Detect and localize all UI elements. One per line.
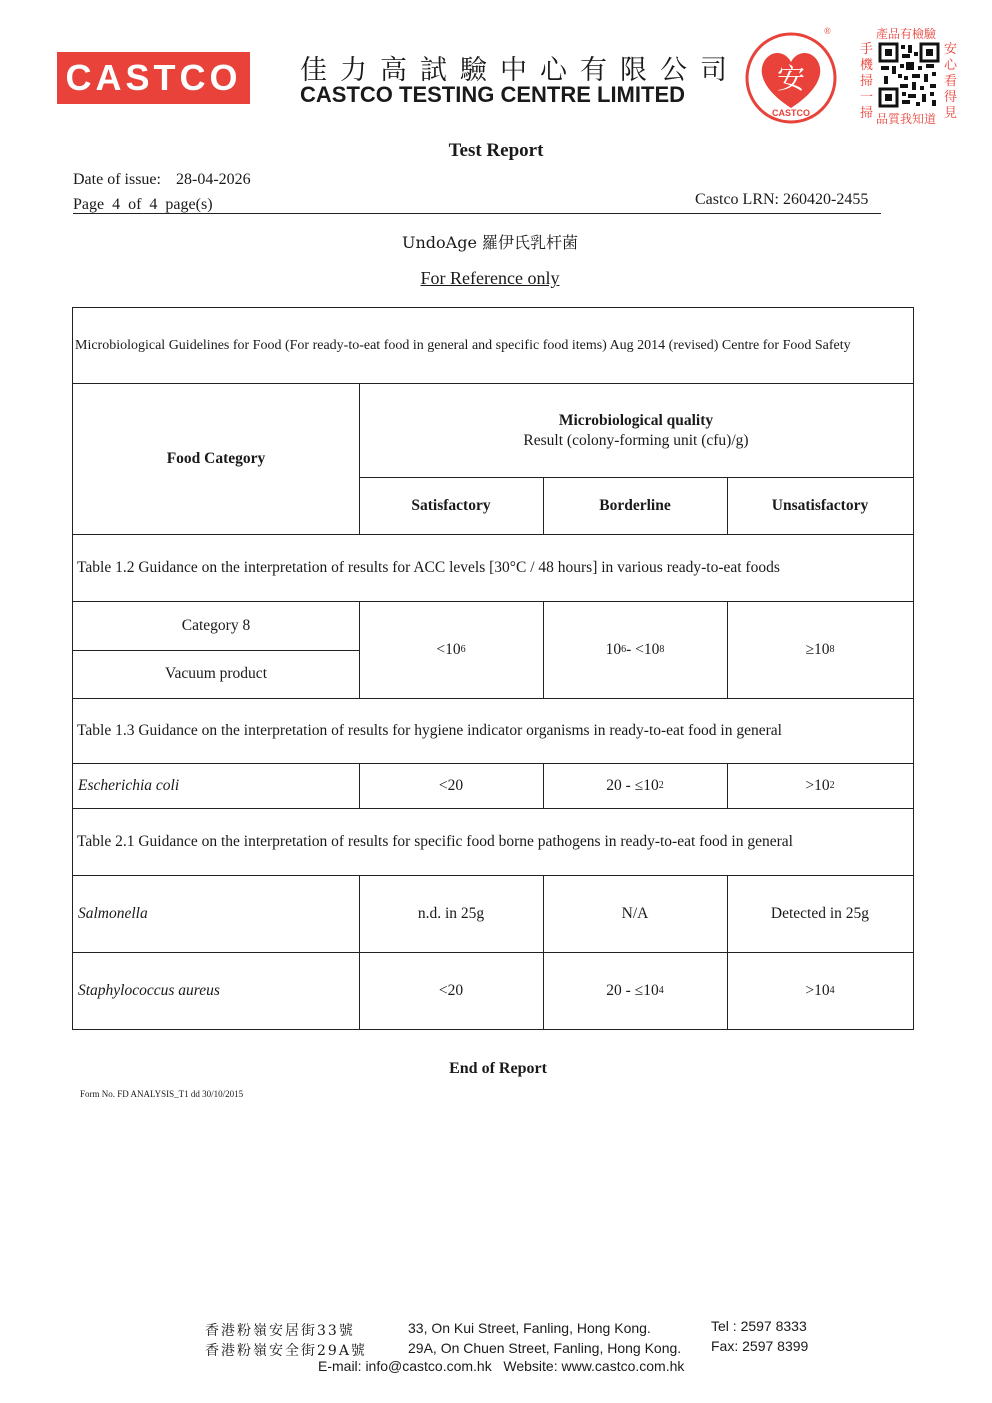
footer-address-1-english: 33, On Kui Street, Fanling, Hong Kong.: [408, 1320, 651, 1336]
staph-aureus-borderline: 20 - ≤10 4: [606, 982, 664, 999]
qr-code-icon: [878, 42, 940, 108]
staph-aureus-row: [72, 953, 914, 1030]
salmonella-satisfactory: n.d. in 25g: [417, 905, 485, 922]
seal-character: 安: [776, 62, 806, 95]
salmonella-label: Salmonella: [78, 905, 148, 922]
category-8-satisfactory: <10 6: [436, 641, 466, 658]
staph-aureus-satisfactory: <20: [438, 982, 464, 999]
page-number: Page 4 of 4 page(s): [73, 196, 213, 213]
category-8-row: [72, 602, 914, 699]
seal-label: CASTCO: [772, 108, 810, 118]
castco-logo: CASTCO: [57, 52, 250, 104]
satisfactory-header: Satisfactory: [411, 496, 491, 514]
footer-address-1-chinese: 香港粉嶺安居街33號: [205, 1323, 355, 1339]
table-2-1-heading-row: [72, 809, 914, 876]
date-of-issue-value: 28-04-2026: [176, 171, 251, 188]
qr-right-caption: 安心看得見: [944, 42, 958, 121]
salmonella-borderline: N/A: [621, 905, 649, 922]
category-8-borderline: 10 6 - <10 8: [605, 641, 665, 658]
footer-telephone: Tel : 2597 8333: [711, 1318, 807, 1334]
qr-bottom-caption: 品質我知道: [876, 112, 937, 126]
table-1-3-heading-row: [72, 699, 914, 764]
ecoli-borderline: 20 - ≤10 2: [606, 777, 664, 794]
end-of-report: End of Report: [449, 1060, 547, 1077]
footer-address-2-english: 29A, On Chuen Street, Fanling, Hong Kong.: [408, 1340, 682, 1356]
table-1-2-heading: Table 1.2 Guidance on the interpretation of results for ACC levels [30°C / 48 hours] in various ready-to-eat foods: [77, 559, 780, 576]
guideline-title: Microbiological Guidelines for Food (For ready-to-eat food in general and specific food items) Aug 2014 (revised) Centre for Food Safety: [75, 337, 851, 353]
header-divider: [73, 213, 881, 214]
quality-header-subtitle: Result (colony-forming unit (cfu)/g): [523, 431, 749, 449]
company-name-chinese: 佳力高試驗中心有限公司: [300, 55, 740, 86]
table-2-1-heading: Table 2.1 Guidance on the interpretation of results for specific food borne pathogens in ready-to-eat food in general: [77, 833, 793, 850]
category-8-label: Category 8: [181, 617, 251, 634]
food-category-header: Food Category: [166, 450, 266, 467]
report-title: Test Report: [448, 140, 544, 161]
borderline-header: Borderline: [599, 496, 671, 514]
ecoli-label: Escherichia coli: [78, 777, 180, 794]
product-name: UndoAge 羅伊氏乳杆菌: [401, 233, 579, 252]
footer-fax: Fax: 2597 8399: [711, 1338, 809, 1354]
microbiological-guidelines-table: [72, 307, 914, 1030]
table-1-3-heading: Table 1.3 Guidance on the interpretation of results for hygiene indicator organisms in ready-to-eat food in general: [77, 722, 782, 739]
form-number: Form No. FD ANALYSIS_T1 dd 30/10/2015: [80, 1089, 244, 1099]
ecoli-row: [72, 764, 914, 809]
quality-header-title: Microbiological quality: [558, 411, 714, 429]
salmonella-row: [72, 876, 914, 953]
staph-aureus-unsatisfactory: >10 4: [805, 982, 835, 999]
registered-mark: ®: [824, 26, 831, 36]
qr-left-caption: 手機掃一掃: [860, 42, 874, 121]
table-1-2-heading-row: [72, 535, 914, 602]
staph-aureus-label: Staphylococcus aureus: [78, 982, 220, 999]
reference-note: For Reference only: [420, 268, 560, 288]
qr-top-caption: 產品有檢驗: [876, 27, 937, 41]
ecoli-unsatisfactory: >10 2: [805, 777, 835, 794]
ecoli-satisfactory: <20: [438, 777, 464, 794]
footer-contact: E-mail: info@castco.com.hk Website: www.castco.com.hk: [318, 1358, 685, 1374]
category-8-unsatisfactory: ≥10 8: [805, 641, 835, 658]
unsatisfactory-header: Unsatisfactory: [771, 496, 869, 514]
date-of-issue-label: Date of issue:: [73, 171, 161, 188]
guideline-title-row: [72, 307, 914, 384]
safety-seal-logo: [743, 30, 839, 126]
castco-lrn: Castco LRN: 260420-2455: [695, 191, 869, 208]
company-name-english: CASTCO TESTING CENTRE LIMITED: [300, 82, 685, 107]
vacuum-product-label: Vacuum product: [164, 665, 267, 682]
header-row: [72, 384, 914, 535]
quality-header: [359, 384, 913, 478]
salmonella-unsatisfactory: Detected in 25g: [770, 905, 870, 922]
footer-address-2-chinese: 香港粉嶺安全街29A號: [205, 1343, 367, 1359]
